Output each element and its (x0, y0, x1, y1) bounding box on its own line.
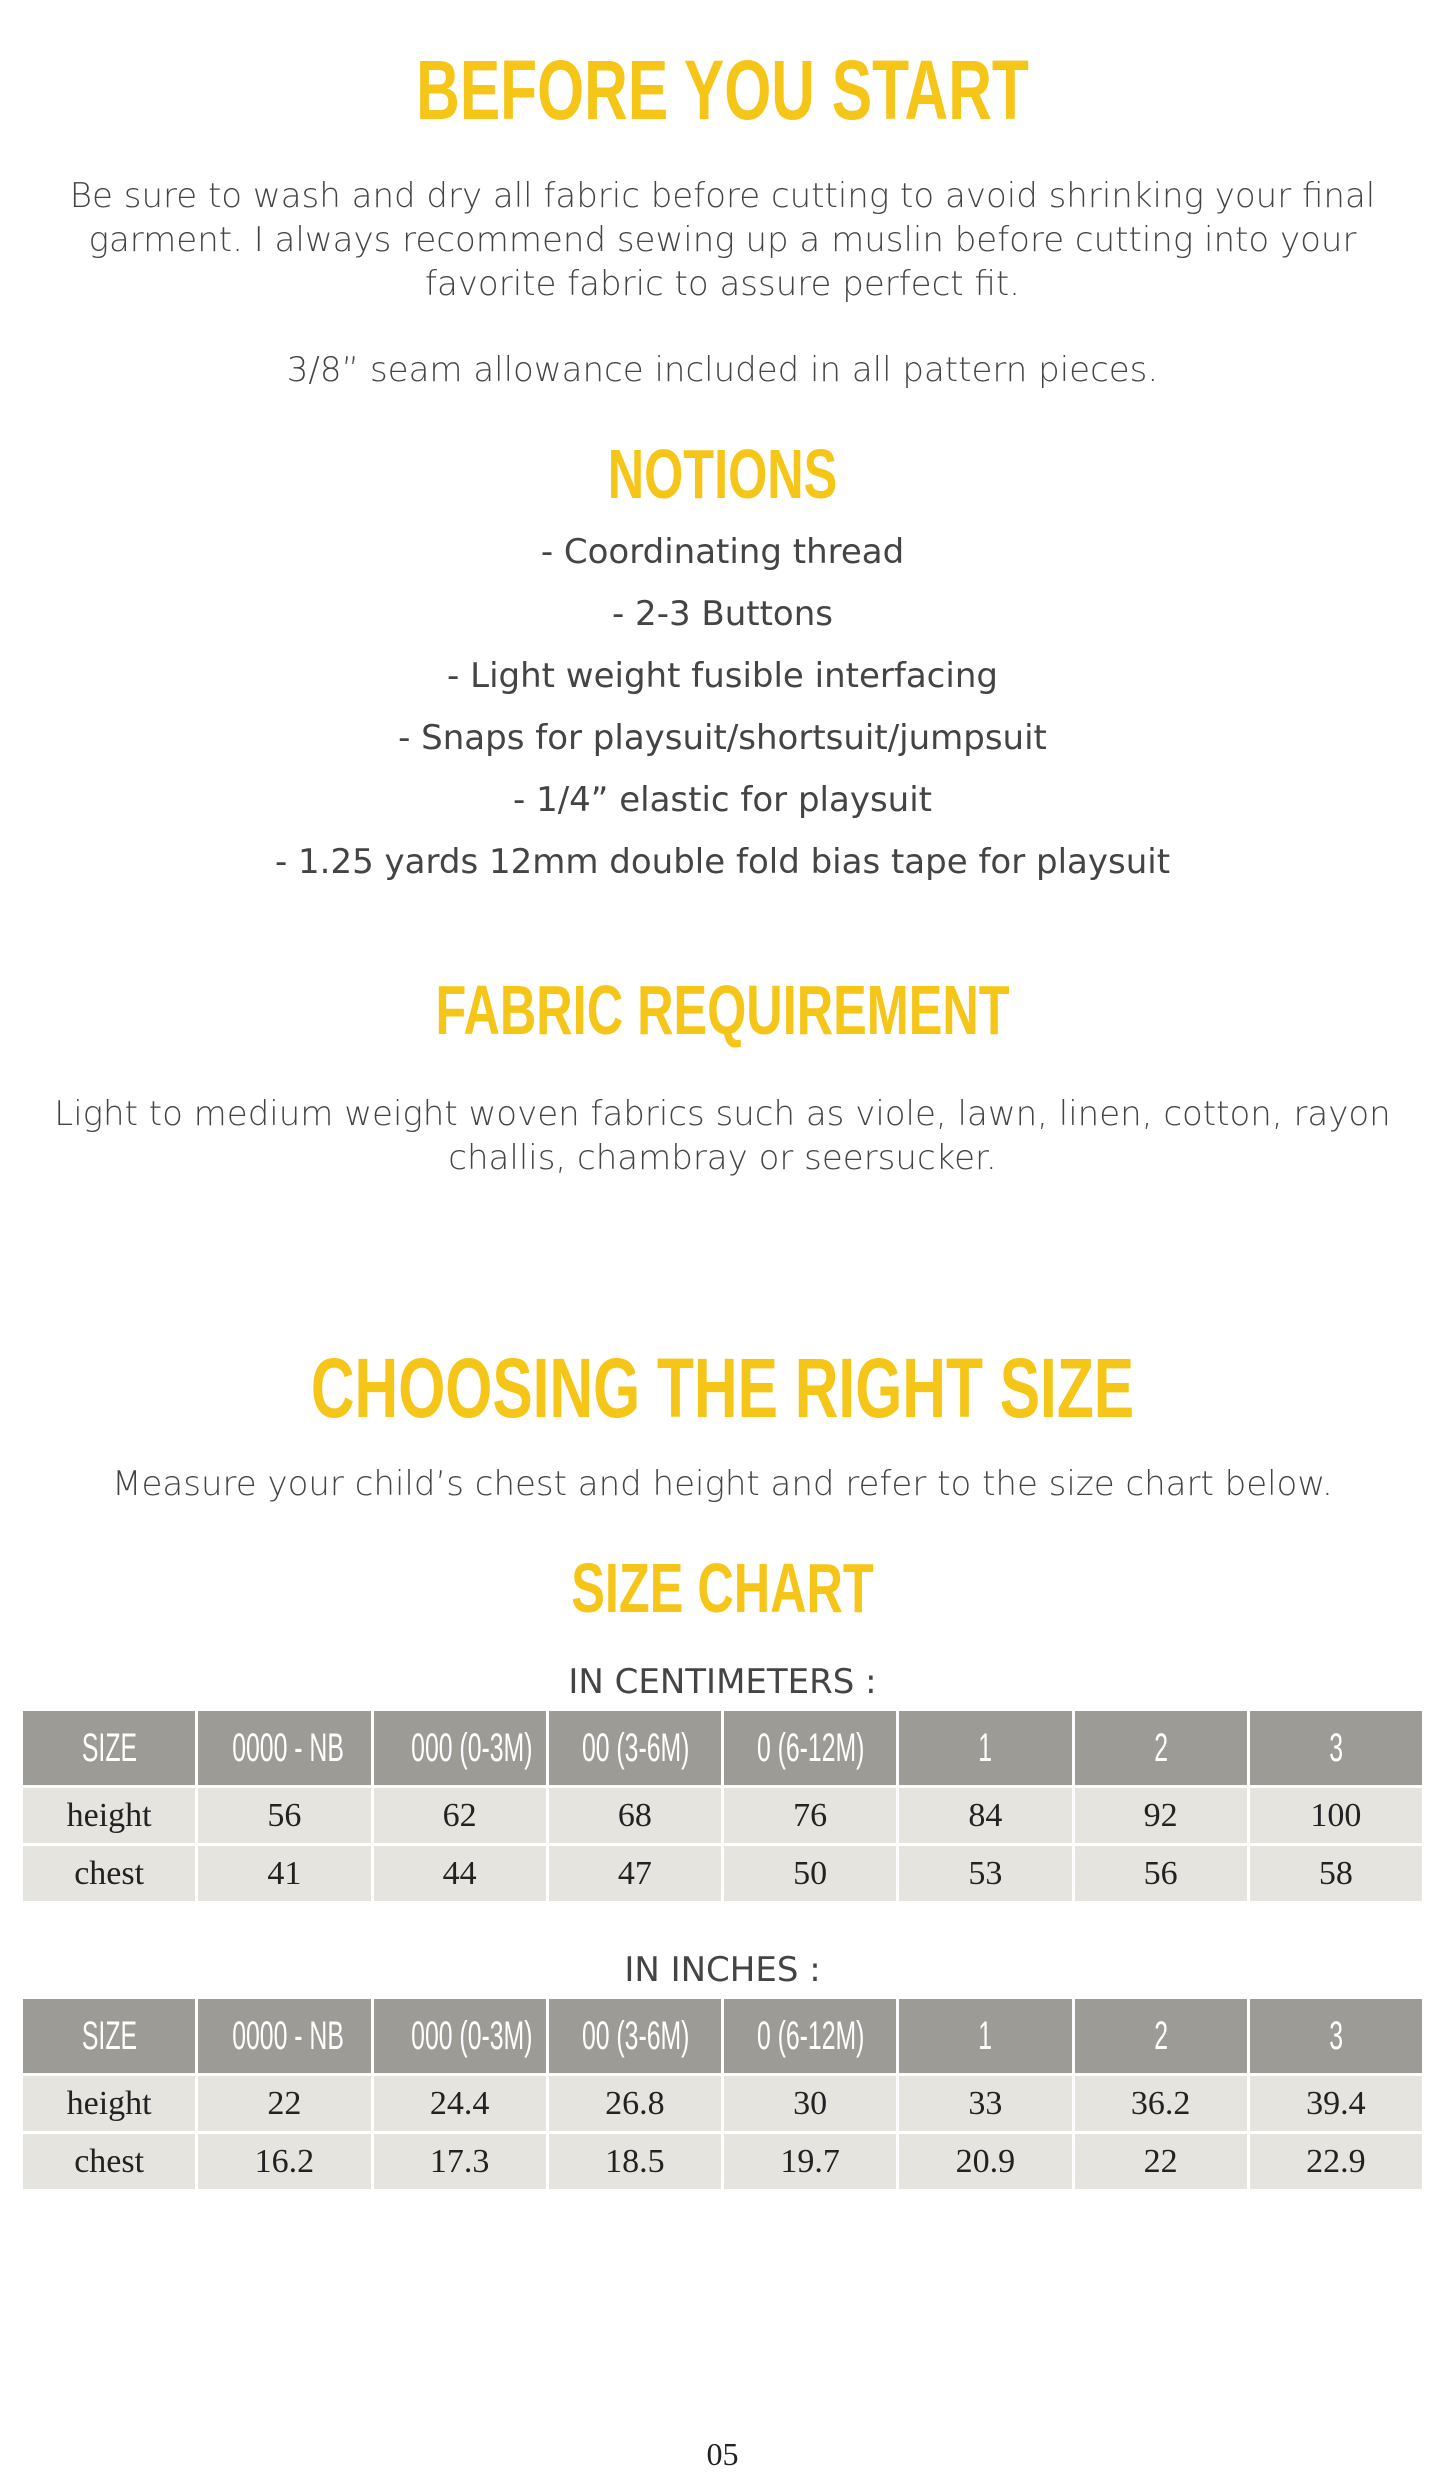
table-cell: 92 (1073, 1787, 1248, 1845)
table-cell: height (22, 2075, 197, 2133)
table-cell: 22 (1073, 2133, 1248, 2191)
table-row (22, 1845, 1424, 1903)
table-header-row (22, 1998, 1424, 2075)
table-cell: 56 (1073, 1845, 1248, 1903)
paragraph-line: challis, chambray or seersucker. (448, 1138, 997, 1178)
notion-item: - 1/4” elastic for playsuit (513, 780, 932, 820)
table-cell: 16.2 (197, 2133, 372, 2191)
header-cell: SIZE (22, 1998, 197, 2075)
choosing-size-text: Measure your child’s chest and height and refer to the size chart below. (112, 1464, 1333, 1504)
table-row (22, 1787, 1424, 1845)
header-cell: 000 (0-3M) (372, 1998, 547, 2075)
table-cell: 84 (898, 1787, 1073, 1845)
before-you-start-paragraph (40, 174, 1405, 306)
table-cell: 41 (197, 1845, 372, 1903)
table-cell: 56 (197, 1787, 372, 1845)
header-cell: 2 (1073, 1998, 1248, 2075)
table-row (22, 2075, 1424, 2133)
table-row (22, 2133, 1424, 2191)
table-cell: 36.2 (1073, 2075, 1248, 2133)
paragraph-line: Light to medium weight woven fabrics such as viole, lawn, linen, cotton, rayon (54, 1094, 1391, 1134)
table-cell: 50 (723, 1845, 898, 1903)
table-cell: 100 (1248, 1787, 1423, 1845)
table-cell: 19.7 (723, 2133, 898, 2191)
notion-item: - Light weight fusible interfacing (447, 656, 998, 696)
notion-item: - Coordinating thread (540, 532, 905, 572)
inches-caption: IN INCHES : (624, 1950, 821, 1990)
paragraph-line: garment. I always recommend sewing up a muslin before cutting into your (88, 220, 1357, 260)
table-cell: 22.9 (1248, 2133, 1423, 2191)
table-cell: 18.5 (547, 2133, 722, 2191)
table-cell: height (22, 1787, 197, 1845)
notion-item: - 2-3 Buttons (611, 594, 834, 634)
table-cell: 44 (372, 1845, 547, 1903)
header-cell: 3 (1248, 1998, 1423, 2075)
header-cell: 0 (6-12M) (723, 1998, 898, 2075)
table-cell: 39.4 (1248, 2075, 1423, 2133)
header-cell: 000 (0-3M) (372, 1710, 547, 1787)
size-chart-heading: SIZE CHART (571, 1549, 874, 1627)
table-header-row (22, 1710, 1424, 1787)
seam-allowance-note: 3/8” seam allowance included in all pattern pieces. (286, 350, 1159, 390)
header-cell: 00 (3-6M) (547, 1998, 722, 2075)
notions-heading: NOTIONS (607, 435, 838, 513)
table-cell: 17.3 (372, 2133, 547, 2191)
notion-item: - 1.25 yards 12mm double fold bias tape for playsuit (274, 842, 1171, 882)
table-cell: 26.8 (547, 2075, 722, 2133)
header-cell: 0 (6-12M) (723, 1710, 898, 1787)
header-cell: 2 (1073, 1710, 1248, 1787)
fabric-requirement-heading: FABRIC REQUIREMENT (435, 971, 1010, 1049)
header-cell: 3 (1248, 1710, 1423, 1787)
header-cell: 1 (898, 1710, 1073, 1787)
table-cell: 22 (197, 2075, 372, 2133)
notions-list (0, 521, 1445, 893)
header-cell: 1 (898, 1998, 1073, 2075)
table-cell: 58 (1248, 1845, 1423, 1903)
paragraph-line: favorite fabric to assure perfect fit. (425, 264, 1020, 304)
table-cell: chest (22, 1845, 197, 1903)
header-cell: 00 (3-6M) (547, 1710, 722, 1787)
table-cell: 33 (898, 2075, 1073, 2133)
table-cell: 76 (723, 1787, 898, 1845)
size-table-centimeters (20, 1708, 1425, 1904)
header-cell: 0000 - NB (197, 1998, 372, 2075)
size-table-inches (20, 1996, 1425, 2192)
table-cell: 62 (372, 1787, 547, 1845)
centimeters-caption: IN CENTIMETERS : (568, 1662, 877, 1702)
before-you-start-heading: BEFORE YOU START (416, 43, 1029, 137)
page-number: 05 (706, 2436, 739, 2472)
header-cell: 0000 - NB (197, 1710, 372, 1787)
table-cell: 30 (723, 2075, 898, 2133)
table-cell: 20.9 (898, 2133, 1073, 2191)
header-cell: SIZE (22, 1710, 197, 1787)
fabric-requirement-paragraph (40, 1092, 1405, 1180)
notion-item: - Snaps for playsuit/shortsuit/jumpsuit (398, 718, 1047, 758)
paragraph-line: Be sure to wash and dry all fabric before cutting to avoid shrinking your final (69, 176, 1376, 216)
table-cell: 24.4 (372, 2075, 547, 2133)
table-cell: chest (22, 2133, 197, 2191)
table-cell: 47 (547, 1845, 722, 1903)
choosing-size-heading: CHOOSING THE RIGHT SIZE (310, 1341, 1135, 1435)
table-cell: 68 (547, 1787, 722, 1845)
table-cell: 53 (898, 1845, 1073, 1903)
